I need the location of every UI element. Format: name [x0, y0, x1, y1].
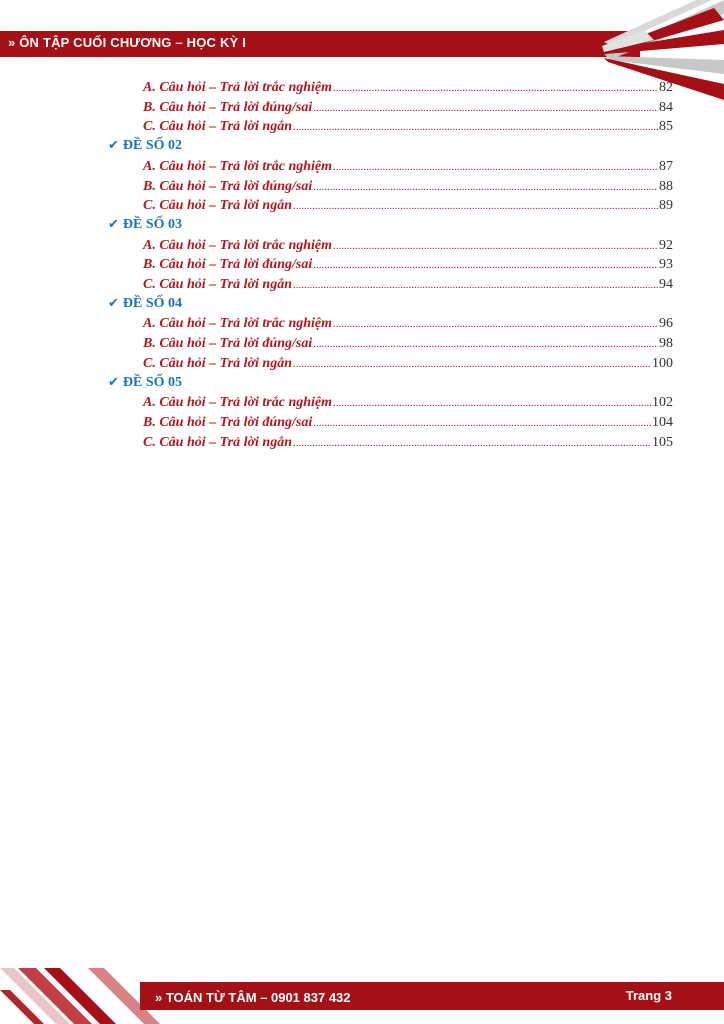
- toc-entry-page: 98: [659, 336, 673, 351]
- footer-stripes-decoration: [0, 960, 160, 1024]
- toc-section-heading[interactable]: [108, 138, 182, 154]
- toc-section-heading[interactable]: [108, 296, 182, 312]
- toc-entry[interactable]: [143, 435, 673, 453]
- toc-entry[interactable]: [143, 316, 673, 334]
- toc-section-heading[interactable]: [108, 375, 182, 391]
- checkmark-icon: ✔: [108, 217, 119, 232]
- toc-entry-label: B. Câu hỏi – Trả lời đúng/sai: [143, 179, 313, 194]
- toc-entry-label: B. Câu hỏi – Trả lời đúng/sai: [143, 100, 313, 115]
- toc-entry[interactable]: [143, 356, 673, 374]
- toc-entry-page: 85: [659, 119, 673, 134]
- toc-dot-leader: [293, 358, 651, 370]
- toc-entry[interactable]: [143, 415, 673, 433]
- toc-dot-leader: [293, 121, 658, 133]
- toc-entry-page: 92: [659, 238, 673, 253]
- toc-entry-label: C. Câu hỏi – Trả lời ngắn: [143, 277, 292, 292]
- toc-entry-page: 89: [659, 198, 673, 213]
- toc-dot-leader: [313, 259, 658, 271]
- toc-entry-page: 93: [659, 257, 673, 272]
- toc-entry-page: 94: [659, 277, 673, 292]
- toc-entry[interactable]: [143, 277, 673, 295]
- toc-section-label: ĐỀ SỐ 05: [122, 375, 183, 390]
- toc-dot-leader: [333, 82, 658, 94]
- toc-entry-page: 82: [659, 80, 673, 95]
- toc-dot-leader: [333, 397, 651, 409]
- toc-entry-label: A. Câu hỏi – Trả lời trắc nghiệm: [143, 80, 333, 95]
- toc-entry-label: B. Câu hỏi – Trả lời đúng/sai: [143, 336, 313, 351]
- page-number: Trang 3: [625, 988, 672, 1003]
- checkmark-icon: ✔: [108, 296, 119, 311]
- toc-entry[interactable]: [143, 395, 673, 413]
- toc-entry-label: A. Câu hỏi – Trả lời trắc nghiệm: [143, 159, 333, 174]
- toc-entry-label: A. Câu hỏi – Trả lời trắc nghiệm: [143, 316, 333, 331]
- toc-entry-label: B. Câu hỏi – Trả lời đúng/sai: [143, 415, 313, 430]
- toc-entry-label: C. Câu hỏi – Trả lời ngắn: [143, 198, 292, 213]
- toc-dot-leader: [333, 318, 658, 330]
- toc-entry-page: 104: [652, 415, 673, 430]
- toc-entry[interactable]: [143, 80, 673, 98]
- toc-entry-page: 100: [652, 356, 673, 371]
- checkmark-icon: ✔: [108, 138, 119, 153]
- toc-entry-page: 102: [652, 395, 673, 410]
- header-title: » ÔN TẬP CUỐI CHƯƠNG – HỌC KỲ I: [8, 35, 247, 50]
- toc-dot-leader: [313, 181, 658, 193]
- toc-entry[interactable]: [143, 119, 673, 137]
- toc-entry-page: 84: [659, 100, 673, 115]
- toc-section-label: ĐỀ SỐ 03: [122, 217, 183, 232]
- toc-section-label: ĐỀ SỐ 04: [122, 296, 183, 311]
- toc-entry-page: 96: [659, 316, 673, 331]
- toc-entry-label: A. Câu hỏi – Trả lời trắc nghiệm: [143, 395, 333, 410]
- checkmark-icon: ✔: [108, 375, 119, 390]
- toc-dot-leader: [333, 240, 658, 252]
- toc-entry[interactable]: [143, 100, 673, 118]
- toc-entry-label: A. Câu hỏi – Trả lời trắc nghiệm: [143, 238, 333, 253]
- footer-contact: » TOÁN TỪ TÂM – 0901 837 432: [155, 990, 351, 1005]
- toc-section-heading[interactable]: [108, 217, 182, 233]
- toc-entry-page: 87: [659, 159, 673, 174]
- toc-entry-label: B. Câu hỏi – Trả lời đúng/sai: [143, 257, 313, 272]
- toc-entry-label: C. Câu hỏi – Trả lời ngắn: [143, 435, 292, 450]
- toc-dot-leader: [333, 161, 658, 173]
- toc-entry[interactable]: [143, 198, 673, 216]
- toc-entry-label: C. Câu hỏi – Trả lời ngắn: [143, 119, 292, 134]
- toc-entry-page: 105: [652, 435, 673, 450]
- toc-dot-leader: [313, 417, 651, 429]
- toc-entry-label: C. Câu hỏi – Trả lời ngắn: [143, 356, 292, 371]
- toc-entry[interactable]: [143, 257, 673, 275]
- toc-dot-leader: [313, 338, 658, 350]
- toc-entry[interactable]: [143, 238, 673, 256]
- toc-dot-leader: [293, 437, 651, 449]
- toc-entry[interactable]: [143, 159, 673, 177]
- toc-entry[interactable]: [143, 179, 673, 197]
- toc-entry-page: 88: [659, 179, 673, 194]
- toc-dot-leader: [293, 200, 658, 212]
- toc-dot-leader: [293, 279, 658, 291]
- toc-section-label: ĐỀ SỐ 02: [122, 138, 183, 153]
- toc-dot-leader: [313, 102, 658, 114]
- toc-entry[interactable]: [143, 336, 673, 354]
